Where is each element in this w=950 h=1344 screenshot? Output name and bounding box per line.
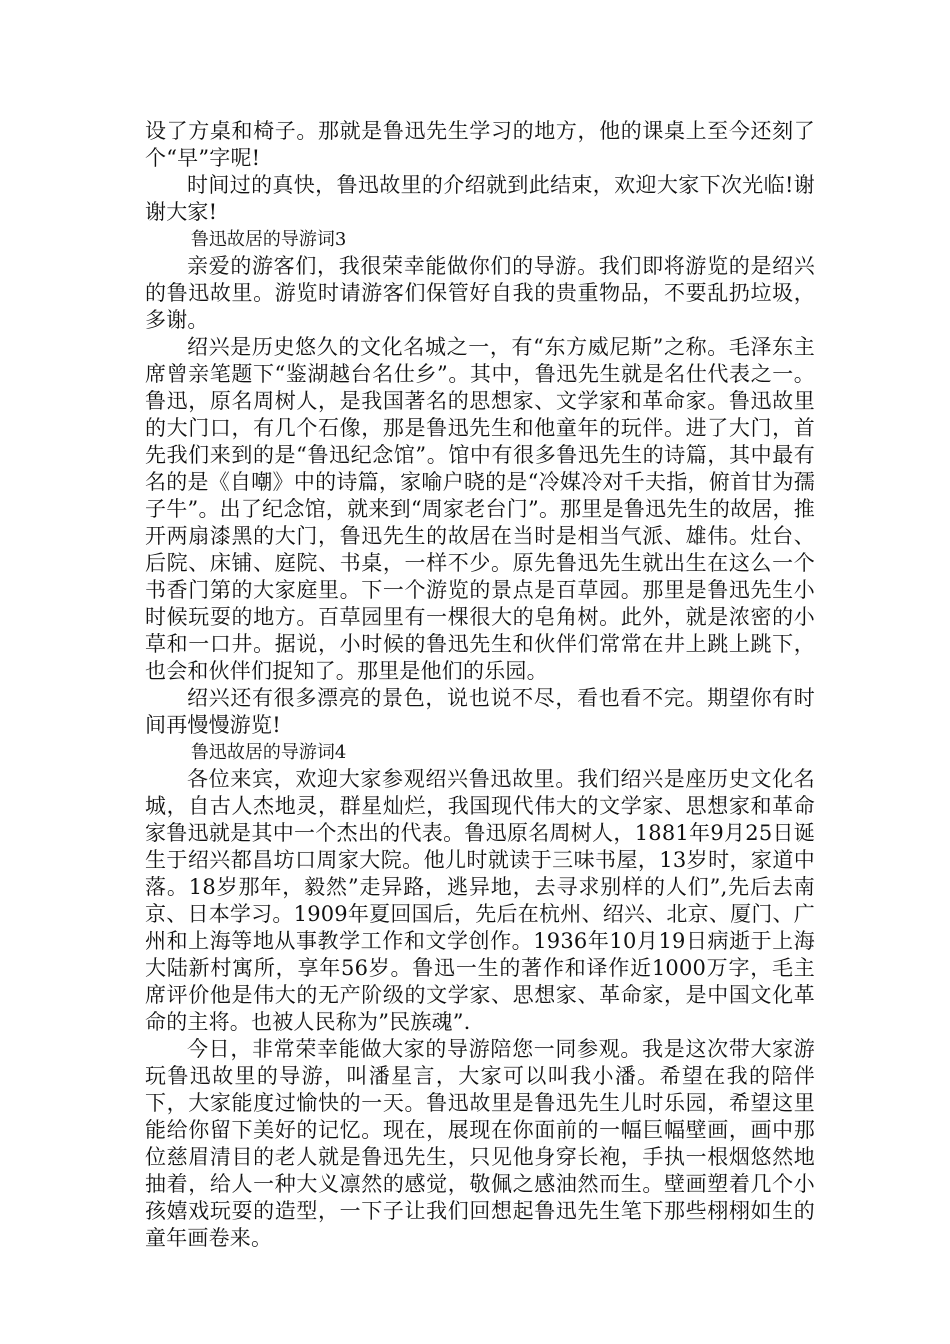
paragraph: 今日，非常荣幸能做大家的导游陪您一同参观。我是这次带大家游玩鲁迅故里的导游，叫潘星言，大家可以叫我小潘。希望在我的陪伴下，大家能度过愉快的一天。鲁迅故里是鲁迅先生儿时乐园，希望这里能给你留下美好的记忆。现在，展现在你面前的一幅巨幅壁画，画中那位慈眉清目的老人就是鲁迅先生，只见他身穿长袍，手执一根烟悠然地抽着，给人一种大义凛然的感觉，敬佩之感油然而生。壁画塑着几个小孩嬉戏玩耍的造型，一下子让我们回想起鲁迅先生笔下那些栩栩如生的童年画卷来。 bbox=[145, 1037, 815, 1250]
section-heading-4: 鲁迅故居的导游词4 bbox=[190, 742, 347, 763]
paragraph: 绍兴是历史悠久的文化名城之一，有“东方威尼斯”之称。毛泽东主席曾亲笔题下“鉴湖越台名仕乡”。其中，鲁迅先生就是名仕代表之一。鲁迅，原名周树人，是我国著名的思想家、文学家和革命家。鲁迅故里的大门口，有几个石像，那是鲁迅先生和他童年的玩伴。进了大门，首先我们来到的是“鲁迅纪念馆”。馆中有很多鲁迅先生的诗篇，其中最有名的是《自嘲》中的诗篇，家喻户晓的是“冷媒冷对千夫指，俯首甘为孺子牛”。出了纪念馆，就来到“周家老台门”。那里是鲁迅先生的故居，推开两扇漆黑的大门，鲁迅先生的故居在当时是相当气派、雄伟。灶台、后院、床铺、庭院、书桌，一样不少。原先鲁迅先生就出生在这么一个书香门第的大家庭里。下一个游览的景点是百草园。那里是鲁迅先生小时候玩耍的地方。百草园里有一棵很大的皂角树。此外，就是浓密的小草和一口井。据说，小时候的鲁迅先生和伙伴们常常在井上跳上跳下，也会和伙伴们捉知了。那里是他们的乐园。 bbox=[145, 335, 815, 683]
paragraph: 各位来宾，欢迎大家参观绍兴鲁迅故里。我们绍兴是座历史文化名城，自古人杰地灵，群星灿烂，我国现代伟大的文学家、思想家和革命家鲁迅就是其中一个杰出的代表。鲁迅原名周树人，1881年9月25日诞生于绍兴都昌坊口周家大院。他儿时就读于三味书屋，13岁时，家道中落。18岁那年，毅然”走异路，逃异地，去寻求别样的人们”,先后去南京、日本学习。1909年夏回国后，先后在杭州、绍兴、北京、厦门、广州和上海等地从事教学工作和文学创作。1936年10月19日病逝于上海大陆新村寓所，享年56岁。鲁迅一生的著作和译作近1000万字，毛主席评价他是伟大的无产阶级的文学家、思想家、革命家，是中国文化革命的主将。也被人民称为”民族魂”. bbox=[145, 767, 815, 1034]
document-page bbox=[145, 118, 815, 1252]
paragraph: 绍兴还有很多漂亮的景色，说也说不尽，看也看不完。期望你有时间再慢慢游览! bbox=[145, 686, 815, 737]
paragraph: 亲爱的游客们，我很荣幸能做你们的导游。我们即将游览的是绍兴的鲁迅故里。游览时请游客们保管好自我的贵重物品，不要乱扔垃圾，多谢。 bbox=[145, 254, 815, 332]
paragraph-continuation: 设了方桌和椅子。那就是鲁迅先生学习的地方，他的课桌上至今还刻了个“早”字呢! bbox=[145, 119, 815, 170]
paragraph-closing: 时间过的真快，鲁迅故里的介绍就到此结束，欢迎大家下次光临!谢谢大家! bbox=[145, 173, 815, 224]
section-heading-3: 鲁迅故居的导游词3 bbox=[190, 229, 347, 250]
